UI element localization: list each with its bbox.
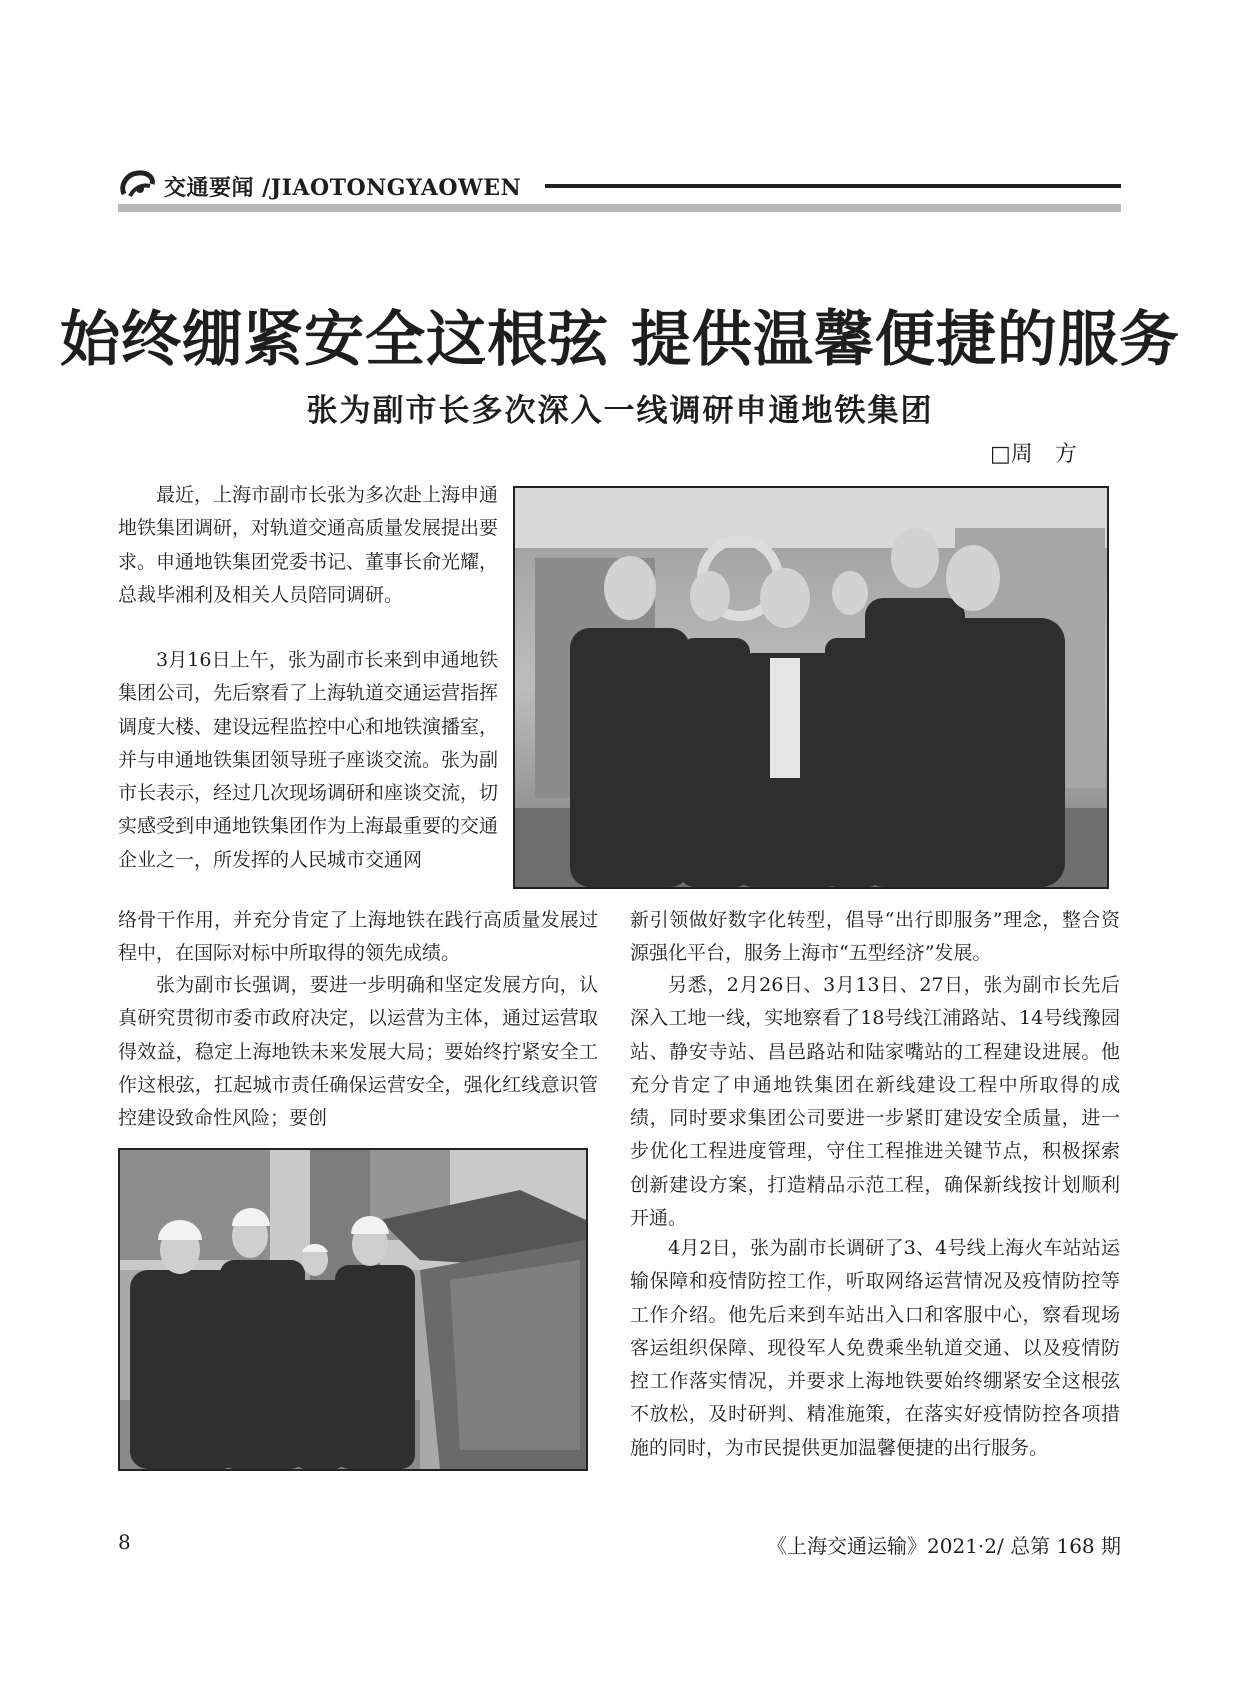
body-paragraph: 最近，上海市副市长张为多次赴上海申通地铁集团调研，对轨道交通高质量发展提出要求。申通地铁集团党委书记、董事长俞光耀，总裁毕湘利及相关人员陪同调研。 <box>118 484 499 606</box>
page-number: 8 <box>118 1530 131 1554</box>
section-title: 交通要闻 /JIAOTONGYAOWEN <box>164 175 522 201</box>
article-title: 始终绷紧安全这根弦 提供温馨便捷的服务 <box>60 305 1180 375</box>
photo-officials-visit <box>513 486 1109 889</box>
header-rule <box>545 184 1121 188</box>
body-paragraph: 3月16日上午，张为副市长来到申通地铁集团公司，先后察看了上海轨道交通运营指挥调度大楼、建设远程监控中心和地铁演播室，并与申通地铁集团领导班子座谈交流。张为副市长表示，经过几次现场调研和座谈交流，切实感受到申通地铁集团作为上海最重要的交通企业之一，所发挥的人民城市交通网 <box>118 649 499 871</box>
body-paragraph-continued: 络骨干作用，并充分肯定了上海地铁在践行高质量发展过程中，在国际对标中所取得的领先成绩。 <box>118 909 598 965</box>
header-band <box>118 204 1121 212</box>
photo-construction-site <box>118 1148 588 1471</box>
body-paragraph: 另悉，2月26日、3月13日、27日，张为副市长先后深入工地一线，实地察看了18号线江浦路站、14号线豫园站、静安寺站、昌邑路站和陆家嘴站的工程建设进展。他充分肯定了申通地铁集团在新线建设工程中所取得的成绩，同时要求集团公司要进一步紧盯建设安全质量，进一步优化工程进度管理，守住工程推进关键节点，积极探索创新建设方案，打造精品示范工程，确保新线按计划顺利开通。 <box>630 974 1120 1230</box>
article-subtitle: 张为副市长多次深入一线调研申通地铁集团 <box>306 393 934 429</box>
author-byline: □周 方 <box>990 442 1077 467</box>
transit-logo-icon <box>118 168 158 202</box>
body-paragraph-continued: 新引领做好数字化转型，倡导“出行即服务”理念，整合资源强化平台，服务上海市“五型经济”发展。 <box>630 909 1120 965</box>
journal-issue-info: 《上海交通运输》2021·2/ 总第 168 期 <box>767 1534 1121 1558</box>
body-paragraph: 4月2日，张为副市长调研了3、4号线上海火车站站运输保障和疫情防控工作，听取网络运营情况及疫情防控等工作介绍。他先后来到车站出入口和客服中心，察看现场客运组织保障、现役军人免费乘坐轨道交通、以及疫情防控工作落实情况，并要求上海地铁要始终绷紧安全这根弦不放松，及时研判、精准施策，在落实好疫情防控各项措施的同时，为市民提供更加温馨便捷的出行服务。 <box>630 1237 1120 1459</box>
section-header <box>118 168 1121 210</box>
body-paragraph: 张为副市长强调，要进一步明确和坚定发展方向，认真研究贯彻市委市政府决定，以运营为主体，通过运营取得效益，稳定上海地铁未来发展大局；要始终拧紧安全工作这根弦，扛起城市责任确保运营安全，强化红线意识管控建设致命性风险；要创 <box>118 974 598 1130</box>
